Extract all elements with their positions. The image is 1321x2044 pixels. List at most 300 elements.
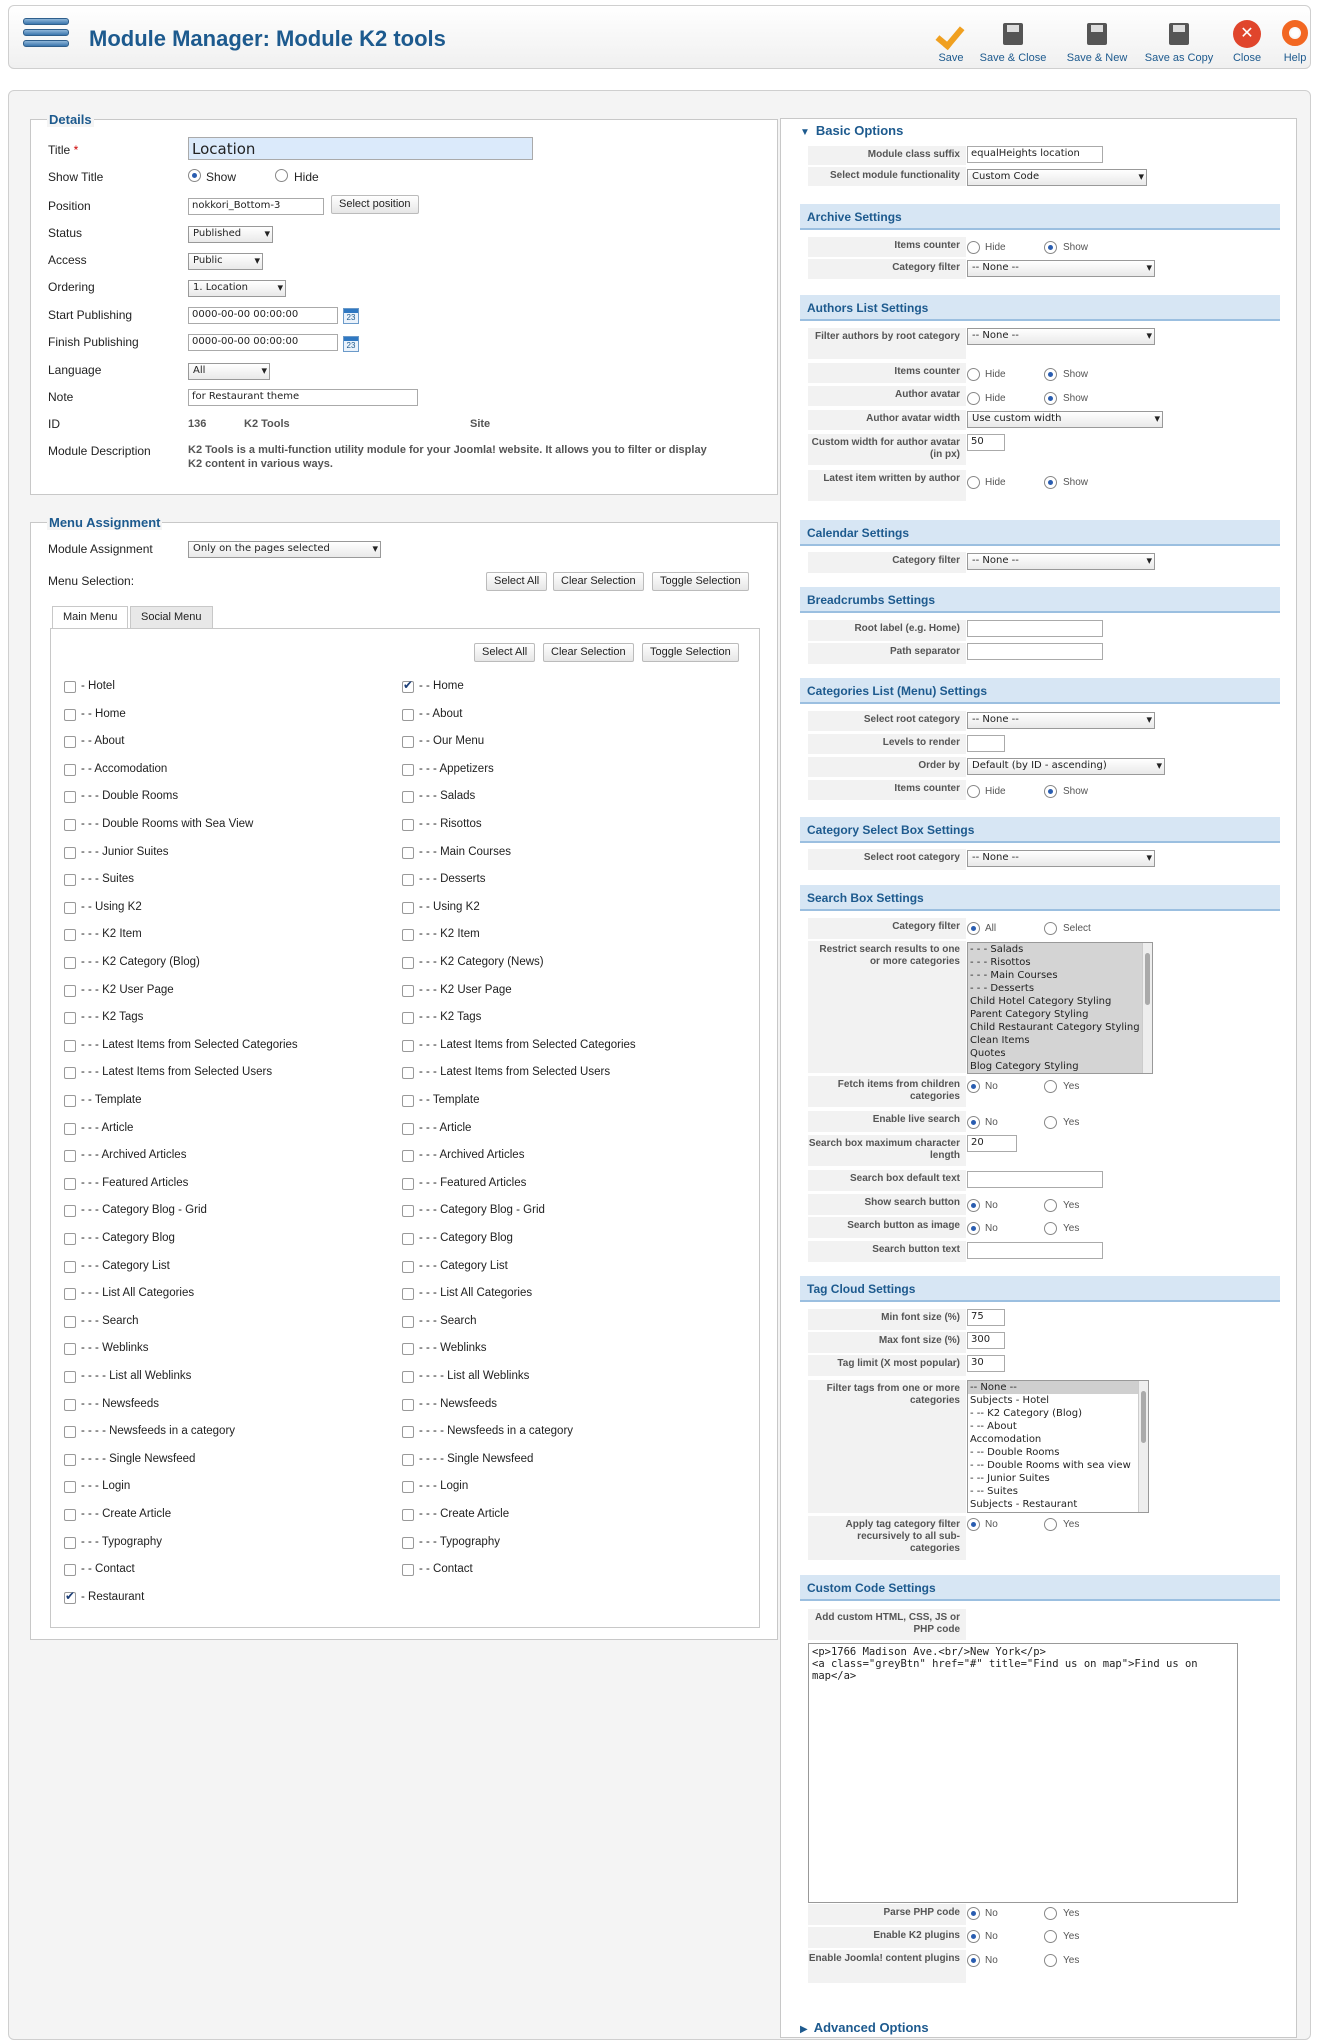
search-button-text-input[interactable] bbox=[967, 1242, 1103, 1259]
menu-item-label: - - - Junior Suites bbox=[81, 845, 169, 858]
menu-item-label: - - Using K2 bbox=[81, 900, 142, 913]
search-button-text-label: Search button text bbox=[808, 1241, 966, 1263]
listbox-option[interactable]: - - - Risottos bbox=[970, 957, 1031, 968]
module-description-label: Module Description bbox=[48, 444, 151, 458]
menu-item-checkbox[interactable] bbox=[64, 791, 76, 803]
search-button-image-yes-radio[interactable] bbox=[1044, 1222, 1057, 1235]
default-text-input[interactable] bbox=[967, 1171, 1103, 1188]
toggle-selection-button[interactable]: Toggle Selection bbox=[652, 572, 749, 591]
menu-item-label: - - - Typography bbox=[81, 1535, 162, 1548]
no-label: No bbox=[985, 1931, 998, 1942]
k2-plugins-no-radio[interactable] bbox=[967, 1930, 980, 1943]
live-search-label: Enable live search bbox=[808, 1111, 966, 1133]
module-client: Site bbox=[470, 418, 491, 430]
latest-item-label: Latest item written by author bbox=[808, 470, 966, 502]
show-title-label: Show Title bbox=[48, 170, 104, 184]
menu-item-label: - - Home bbox=[419, 680, 464, 692]
archive-items-counter-hide-radio[interactable] bbox=[967, 241, 980, 254]
parse-php-label: Parse PHP code bbox=[808, 1904, 966, 1926]
select-label: Select bbox=[1063, 923, 1091, 934]
categories-root-category-select[interactable]: -- None -- ▾ bbox=[967, 712, 1155, 729]
details-fieldset bbox=[30, 112, 778, 495]
menu-item-label: - - Template bbox=[81, 1094, 142, 1106]
default-text-label: Search box default text bbox=[808, 1170, 966, 1192]
note-input[interactable]: for Restaurant theme bbox=[188, 389, 418, 406]
k2-plugins-yes-radio[interactable] bbox=[1044, 1930, 1057, 1943]
menu-item-label: - - About bbox=[419, 707, 463, 720]
calendar-icon[interactable]: 23 bbox=[343, 336, 359, 352]
menu-item-checkbox[interactable] bbox=[64, 1095, 76, 1107]
no-label: No bbox=[985, 1519, 998, 1530]
menu-item-label: - - - Featured Articles bbox=[81, 1176, 189, 1189]
authors-items-counter-hide-radio[interactable] bbox=[967, 368, 980, 381]
module-class-suffix-input[interactable]: equalHeights location bbox=[967, 146, 1103, 163]
search-button-image-label: Search button as image bbox=[808, 1217, 966, 1239]
menu-item-checkbox[interactable] bbox=[402, 736, 414, 748]
menu-item-checkbox[interactable] bbox=[402, 1012, 414, 1024]
authors-list-settings-header: Authors List Settings bbox=[800, 295, 1280, 321]
hide-label: Hide bbox=[985, 477, 1006, 488]
show-search-button-yes-radio[interactable] bbox=[1044, 1199, 1057, 1212]
search-box-settings-header: Search Box Settings bbox=[800, 885, 1280, 911]
ordering-select[interactable]: 1. Location ▾ bbox=[188, 280, 286, 297]
menu-item-checkbox[interactable] bbox=[402, 1095, 414, 1107]
menu-item-label: - - - K2 Tags bbox=[419, 1011, 482, 1024]
panel-toggle-selection-button[interactable]: Toggle Selection bbox=[642, 643, 739, 662]
category-select-box-settings-header: Category Select Box Settings bbox=[800, 817, 1280, 843]
access-select[interactable]: Public ▾ bbox=[188, 253, 263, 270]
menu-item-checkbox[interactable] bbox=[402, 1481, 414, 1493]
menu-item-checkbox[interactable] bbox=[402, 1343, 414, 1355]
restrict-search-label: Restrict search results to one or more categories bbox=[808, 941, 966, 1074]
check-icon bbox=[936, 20, 966, 48]
archive-category-filter-select[interactable]: -- None -- ▾ bbox=[967, 260, 1155, 277]
menu-item-label: - - - Weblinks bbox=[81, 1342, 149, 1355]
menu-item-label: - - - - Single Newsfeed bbox=[419, 1452, 534, 1465]
k2-plugins-label: Enable K2 plugins bbox=[808, 1927, 966, 1949]
menu-item-label: - - Our Menu bbox=[419, 735, 485, 748]
menu-item-checkbox[interactable] bbox=[402, 1426, 414, 1438]
listbox-option[interactable]: Accomodation bbox=[970, 1434, 1042, 1445]
menu-item-checkbox[interactable] bbox=[402, 791, 414, 803]
select-box-root-category-label: Select root category bbox=[808, 849, 966, 871]
categories-root-category-label: Select root category bbox=[808, 711, 966, 732]
custom-width-input[interactable]: 50 bbox=[967, 434, 1005, 451]
menu-item-label: - - - Category List bbox=[81, 1259, 170, 1272]
title-input[interactable]: Location bbox=[188, 137, 533, 160]
id-label: ID bbox=[48, 417, 60, 431]
joomla-plugins-yes-radio[interactable] bbox=[1044, 1954, 1057, 1967]
listbox-scrollbar[interactable] bbox=[1142, 943, 1152, 1073]
disk-copy-icon bbox=[1164, 20, 1194, 48]
menu-item-checkbox[interactable] bbox=[64, 902, 76, 914]
menu-item-checkbox[interactable] bbox=[64, 1067, 76, 1079]
menu-item-checkbox[interactable] bbox=[402, 902, 414, 914]
author-avatar-width-label: Author avatar width bbox=[808, 410, 966, 431]
help-button[interactable]: Help bbox=[1257, 20, 1321, 64]
menu-item-label: - - - Desserts bbox=[419, 873, 486, 886]
select-box-root-category-select[interactable]: -- None -- ▾ bbox=[967, 850, 1155, 867]
menu-item-checkbox[interactable] bbox=[64, 1233, 76, 1245]
archive-settings-header: Archive Settings bbox=[800, 204, 1280, 230]
menu-item-label: - - - Category Blog bbox=[419, 1232, 513, 1244]
select-functionality-select[interactable]: Custom Code ▾ bbox=[967, 169, 1147, 186]
author-avatar-show-radio[interactable] bbox=[1044, 392, 1057, 405]
categories-items-counter-show-radio[interactable] bbox=[1044, 785, 1057, 798]
menu-item-checkbox[interactable] bbox=[64, 1509, 76, 1521]
menu-item-checkbox[interactable] bbox=[64, 1454, 76, 1466]
menu-item-checkbox[interactable] bbox=[64, 681, 76, 693]
menu-item-label: - - - - Newsfeeds in a category bbox=[81, 1425, 236, 1438]
latest-item-hide-radio[interactable] bbox=[967, 476, 980, 489]
menu-item-checkbox[interactable] bbox=[402, 1123, 414, 1135]
menu-item-checkbox[interactable] bbox=[64, 1343, 76, 1355]
menu-item-checkbox[interactable] bbox=[64, 1040, 76, 1052]
advanced-options-header[interactable]: ▶ Advanced Options bbox=[800, 2020, 929, 2035]
apply-recursive-yes-radio[interactable] bbox=[1044, 1518, 1057, 1531]
min-font-input[interactable]: 75 bbox=[967, 1309, 1005, 1326]
menu-item-checkbox[interactable] bbox=[402, 1261, 414, 1273]
show-label: Show bbox=[1063, 369, 1089, 380]
fetch-children-no-radio[interactable] bbox=[967, 1080, 980, 1093]
live-search-no-radio[interactable] bbox=[967, 1116, 980, 1129]
parse-php-no-radio[interactable] bbox=[967, 1907, 980, 1920]
authors-items-counter-show-radio[interactable] bbox=[1044, 368, 1057, 381]
menu-item-label: - - - Featured Articles bbox=[419, 1176, 527, 1189]
listbox-option[interactable]: - - - Desserts bbox=[970, 983, 1035, 994]
menu-item-label: - - - Risottos bbox=[419, 818, 482, 830]
menu-item-checkbox[interactable] bbox=[64, 957, 76, 969]
menu-item-label: - - - Latest Items from Selected Categories bbox=[419, 1038, 636, 1051]
position-input[interactable]: nokkori_Bottom-3 bbox=[188, 198, 324, 215]
menu-item-label: - - - Latest Items from Selected Users bbox=[419, 1066, 611, 1079]
show-title-show-label: Show bbox=[206, 170, 237, 184]
menu-item-label: - - - Main Courses bbox=[419, 845, 512, 858]
menu-item-checkbox[interactable] bbox=[402, 681, 414, 693]
hide-label: Hide bbox=[985, 242, 1006, 253]
show-title-show-radio[interactable] bbox=[188, 169, 201, 182]
menu-item-checkbox[interactable] bbox=[64, 1261, 76, 1273]
triangle-right-icon: ▶ bbox=[800, 2024, 808, 2035]
menu-item-checkbox[interactable] bbox=[64, 1205, 76, 1217]
tag-limit-label: Tag limit (X most popular) bbox=[808, 1355, 966, 1377]
menu-item-label: - - - Login bbox=[81, 1480, 131, 1493]
apply-recursive-no-radio[interactable] bbox=[967, 1518, 980, 1531]
menu-item-checkbox[interactable] bbox=[64, 709, 76, 721]
finish-publishing-input[interactable]: 0000-00-00 00:00:00 bbox=[188, 334, 338, 351]
latest-item-show-radio[interactable] bbox=[1044, 476, 1057, 489]
save-close-button[interactable]: Save & Close bbox=[975, 20, 1051, 64]
listbox-option[interactable]: - -- About bbox=[970, 1421, 1017, 1432]
listbox-option[interactable]: Child Hotel Category Styling bbox=[970, 996, 1112, 1007]
start-publishing-label: Start Publishing bbox=[48, 308, 133, 322]
menu-item-label: - - - K2 Item bbox=[419, 928, 480, 941]
menu-item-label: - - - Double Rooms with Sea View bbox=[81, 818, 254, 830]
disk-icon bbox=[998, 20, 1028, 48]
calendar-icon[interactable]: 23 bbox=[343, 308, 359, 324]
module-manager-logo-icon bbox=[23, 18, 69, 60]
menu-item-checkbox[interactable] bbox=[64, 819, 76, 831]
module-assignment-label: Module Assignment bbox=[48, 542, 153, 556]
menu-item-checkbox[interactable] bbox=[64, 736, 76, 748]
menu-item-checkbox[interactable] bbox=[402, 847, 414, 859]
finish-publishing-label: Finish Publishing bbox=[48, 335, 139, 349]
panel-select-all-button[interactable]: Select All bbox=[474, 643, 535, 662]
yes-label: Yes bbox=[1063, 1117, 1080, 1128]
listbox-option[interactable]: - - - Salads bbox=[970, 944, 1024, 955]
menu-item-checkbox[interactable] bbox=[64, 1150, 76, 1162]
help-icon bbox=[1280, 20, 1310, 48]
menu-item-checkbox[interactable] bbox=[64, 1012, 76, 1024]
menu-item-label: - - Template bbox=[419, 1094, 480, 1106]
menu-item-checkbox[interactable] bbox=[64, 929, 76, 941]
listbox-option[interactable]: Quotes bbox=[970, 1048, 1006, 1059]
menu-item-label: - - - Create Article bbox=[419, 1508, 510, 1520]
menu-item-label: - - - Weblinks bbox=[419, 1342, 487, 1355]
search-button-image-no-radio[interactable] bbox=[967, 1222, 980, 1235]
menu-item-label: - - - Typography bbox=[419, 1535, 500, 1548]
menu-item-label: - - - Latest Items from Selected Users bbox=[81, 1066, 273, 1079]
menu-item-checkbox[interactable] bbox=[402, 709, 414, 721]
menu-item-checkbox[interactable] bbox=[402, 1509, 414, 1521]
menu-item-label: - - - Search bbox=[419, 1314, 477, 1327]
listbox-option[interactable]: - -- Double Rooms with sea view bbox=[970, 1460, 1131, 1471]
path-separator-label: Path separator bbox=[808, 643, 966, 665]
select-position-button[interactable]: Select position bbox=[331, 195, 419, 214]
listbox-option[interactable]: Blog Category Styling bbox=[970, 1061, 1079, 1072]
menu-item-checkbox[interactable] bbox=[64, 1481, 76, 1493]
menu-item-checkbox[interactable] bbox=[402, 819, 414, 831]
menu-item-label: - - - Suites bbox=[81, 873, 135, 886]
title-label: Title * bbox=[48, 143, 79, 157]
menu-item-checkbox[interactable] bbox=[402, 764, 414, 776]
custom-code-textarea[interactable]: <p>1766 Madison Ave.<br/>New York</p> <a class="greyBtn" href="#" title="Find us on map">Find us on map</a> bbox=[808, 1643, 1238, 1903]
menu-assignment-legend: Menu Assignment bbox=[49, 515, 161, 530]
joomla-plugins-label: Enable Joomla! content plugins bbox=[808, 1950, 966, 1984]
fetch-children-label: Fetch items from children categories bbox=[808, 1076, 966, 1108]
menu-item-label: - - - - List all Weblinks bbox=[81, 1370, 192, 1382]
menu-item-label: - - Contact bbox=[81, 1563, 135, 1576]
author-avatar-width-select[interactable]: Use custom width ▾ bbox=[967, 411, 1163, 428]
tab-main-menu[interactable]: Main Menu bbox=[52, 606, 128, 628]
no-label: No bbox=[985, 1081, 998, 1092]
menu-item-checkbox[interactable] bbox=[402, 1233, 414, 1245]
root-label-label: Root label (e.g. Home) bbox=[808, 620, 966, 642]
menu-item-checkbox[interactable] bbox=[64, 1592, 76, 1604]
menu-item-checkbox[interactable] bbox=[402, 1399, 414, 1411]
menu-item-checkbox[interactable] bbox=[402, 1040, 414, 1052]
yes-label: Yes bbox=[1063, 1223, 1080, 1234]
menu-item-checkbox[interactable] bbox=[402, 1371, 414, 1383]
no-label: No bbox=[985, 1200, 998, 1211]
tab-social-menu[interactable]: Social Menu bbox=[130, 606, 213, 628]
listbox-option[interactable]: - -- Double Rooms bbox=[970, 1447, 1060, 1458]
categories-items-counter-hide-radio[interactable] bbox=[967, 785, 980, 798]
live-search-yes-radio[interactable] bbox=[1044, 1116, 1057, 1129]
show-title-hide-radio[interactable] bbox=[275, 169, 288, 182]
menu-item-checkbox[interactable] bbox=[402, 985, 414, 997]
menu-item-checkbox[interactable] bbox=[64, 985, 76, 997]
custom-width-label: Custom width for author avatar (in px) bbox=[808, 434, 966, 466]
restrict-search-listbox[interactable] bbox=[967, 942, 1153, 1074]
language-label: Language bbox=[48, 363, 102, 377]
start-publishing-input[interactable]: 0000-00-00 00:00:00 bbox=[188, 307, 338, 324]
listbox-scrollbar[interactable] bbox=[1138, 1381, 1148, 1512]
menu-item-label: - - - - Single Newsfeed bbox=[81, 1452, 196, 1465]
authors-items-counter-label: Items counter bbox=[808, 363, 966, 384]
author-avatar-hide-radio[interactable] bbox=[967, 392, 980, 405]
menu-item-checkbox[interactable] bbox=[64, 764, 76, 776]
disk-plus-icon bbox=[1082, 20, 1112, 48]
position-label: Position bbox=[48, 199, 91, 213]
menu-item-checkbox[interactable] bbox=[402, 1067, 414, 1079]
menu-item-checkbox[interactable] bbox=[402, 1205, 414, 1217]
menu-item-checkbox[interactable] bbox=[402, 1564, 414, 1576]
tag-limit-input[interactable]: 30 bbox=[967, 1355, 1005, 1372]
select-functionality-label: Select module functionality bbox=[808, 167, 966, 187]
menu-item-checkbox[interactable] bbox=[402, 1537, 414, 1549]
menu-item-label: - - Accomodation bbox=[81, 762, 168, 775]
author-avatar-label: Author avatar bbox=[808, 386, 966, 407]
menu-selection-label: Menu Selection: bbox=[48, 574, 135, 588]
max-length-input[interactable]: 20 bbox=[967, 1135, 1017, 1152]
menu-item-label: - Restaurant bbox=[81, 1590, 145, 1603]
archive-items-counter-show-radio[interactable] bbox=[1044, 241, 1057, 254]
menu-item-checkbox[interactable] bbox=[402, 1150, 414, 1162]
yes-label: Yes bbox=[1063, 1955, 1080, 1966]
order-by-select[interactable]: Default (by ID - ascending) ▾ bbox=[967, 758, 1165, 775]
menu-item-label: - - - Create Article bbox=[81, 1508, 172, 1520]
menu-item-checkbox[interactable] bbox=[64, 1399, 76, 1411]
menu-item-label: - - Contact bbox=[419, 1563, 473, 1576]
menu-item-label: - - - List All Categories bbox=[419, 1287, 533, 1300]
listbox-option[interactable]: - -- Suites bbox=[970, 1486, 1018, 1497]
basic-options-header[interactable]: ▼ Basic Options bbox=[800, 123, 904, 138]
save-button[interactable]: Save bbox=[913, 20, 989, 64]
module-description-line-2: K2 content in various ways. bbox=[188, 458, 333, 470]
menu-item-checkbox[interactable] bbox=[402, 1178, 414, 1190]
listbox-option[interactable]: Subjects - Restaurant bbox=[970, 1499, 1078, 1510]
listbox-option[interactable]: - -- Junior Suites bbox=[970, 1473, 1050, 1484]
breadcrumbs-settings-header: Breadcrumbs Settings bbox=[800, 587, 1280, 613]
show-label: Show bbox=[1063, 477, 1089, 488]
show-label: Show bbox=[1063, 393, 1089, 404]
calendar-category-filter-label: Category filter bbox=[808, 552, 966, 574]
note-label: Note bbox=[48, 390, 74, 404]
menu-item-label: - - - K2 Category (News) bbox=[419, 956, 544, 968]
menu-item-checkbox[interactable] bbox=[64, 1316, 76, 1328]
hide-label: Hide bbox=[985, 369, 1006, 380]
order-by-label: Order by bbox=[808, 757, 966, 778]
root-label-input[interactable] bbox=[967, 620, 1103, 637]
listbox-option[interactable]: - - - Main Courses bbox=[970, 970, 1058, 981]
menu-item-label: - - Home bbox=[81, 707, 126, 720]
menu-item-label: - - - Double Rooms bbox=[81, 790, 179, 803]
toolbar bbox=[8, 5, 1311, 69]
menu-item-checkbox[interactable] bbox=[64, 874, 76, 886]
no-label: No bbox=[985, 1955, 998, 1966]
show-label: Show bbox=[1063, 786, 1089, 797]
filter-authors-select[interactable]: -- None -- ▾ bbox=[967, 328, 1155, 345]
filter-tags-listbox[interactable] bbox=[967, 1380, 1149, 1513]
categories-items-counter-label: Items counter bbox=[808, 780, 966, 801]
fetch-children-yes-radio[interactable] bbox=[1044, 1080, 1057, 1093]
menu-item-checkbox[interactable] bbox=[64, 1178, 76, 1190]
status-label: Status bbox=[48, 226, 83, 240]
module-assignment-select[interactable]: Only on the pages selected ▾ bbox=[188, 541, 381, 558]
show-label: Show bbox=[1063, 242, 1089, 253]
path-separator-input[interactable] bbox=[967, 643, 1103, 660]
yes-label: Yes bbox=[1063, 1908, 1080, 1919]
select-all-button[interactable]: Select All bbox=[486, 572, 547, 591]
menu-item-checkbox[interactable] bbox=[402, 1454, 414, 1466]
menu-item-checkbox[interactable] bbox=[402, 1288, 414, 1300]
search-category-all-radio[interactable] bbox=[967, 922, 980, 935]
language-select[interactable]: All ▾ bbox=[188, 363, 270, 380]
save-as-copy-button[interactable]: Save as Copy bbox=[1141, 20, 1217, 64]
menu-item-checkbox[interactable] bbox=[64, 1288, 76, 1300]
panel-clear-selection-button[interactable]: Clear Selection bbox=[543, 643, 634, 662]
listbox-option[interactable]: Clean Items bbox=[970, 1035, 1030, 1046]
parse-php-yes-radio[interactable] bbox=[1044, 1907, 1057, 1920]
menu-item-checkbox[interactable] bbox=[402, 929, 414, 941]
menu-item-checkbox[interactable] bbox=[402, 957, 414, 969]
menu-item-checkbox[interactable] bbox=[64, 1123, 76, 1135]
menu-item-checkbox[interactable] bbox=[64, 1564, 76, 1576]
menu-item-label: - - - K2 User Page bbox=[81, 983, 174, 996]
max-font-label: Max font size (%) bbox=[808, 1332, 966, 1354]
listbox-option[interactable]: - -- K2 Category (Blog) bbox=[970, 1408, 1083, 1419]
menu-item-checkbox[interactable] bbox=[64, 847, 76, 859]
menu-item-label: - - - K2 Item bbox=[81, 928, 142, 941]
max-length-label: Search box maximum character length bbox=[808, 1135, 966, 1167]
menu-item-label: - - - Salads bbox=[419, 790, 476, 803]
menu-item-label: - - - Login bbox=[419, 1480, 469, 1493]
max-font-input[interactable]: 300 bbox=[967, 1332, 1005, 1349]
min-font-label: Min font size (%) bbox=[808, 1309, 966, 1331]
hide-label: Hide bbox=[985, 393, 1006, 404]
menu-item-checkbox[interactable] bbox=[64, 1537, 76, 1549]
menu-item-label: - - - Archived Articles bbox=[81, 1149, 187, 1162]
menu-item-label: - - - K2 User Page bbox=[419, 983, 512, 996]
id-value: 136 bbox=[188, 418, 207, 430]
show-search-button-no-radio[interactable] bbox=[967, 1199, 980, 1212]
menu-item-checkbox[interactable] bbox=[64, 1371, 76, 1383]
menu-item-label: - - - K2 Tags bbox=[81, 1011, 144, 1024]
calendar-settings-header: Calendar Settings bbox=[800, 520, 1280, 546]
apply-recursive-label: Apply tag category filter recursively to all sub-categories bbox=[808, 1516, 966, 1561]
close-button[interactable]: ✕ Close bbox=[1209, 20, 1285, 64]
status-select[interactable]: Published ▾ bbox=[188, 226, 273, 243]
listbox-option[interactable]: -- None -- bbox=[968, 1381, 1148, 1394]
calendar-category-filter-select[interactable]: -- None -- ▾ bbox=[967, 553, 1155, 570]
menu-item-checkbox[interactable] bbox=[64, 1426, 76, 1438]
search-category-select-radio[interactable] bbox=[1044, 922, 1057, 935]
menu-item-checkbox[interactable] bbox=[402, 874, 414, 886]
listbox-option[interactable]: Child Restaurant Category Styling bbox=[970, 1022, 1140, 1033]
listbox-option[interactable]: Parent Category Styling bbox=[970, 1009, 1089, 1020]
joomla-plugins-no-radio[interactable] bbox=[967, 1954, 980, 1967]
levels-to-render-input[interactable] bbox=[967, 735, 1005, 752]
yes-label: Yes bbox=[1063, 1931, 1080, 1942]
menu-item-checkbox[interactable] bbox=[402, 1316, 414, 1328]
menu-item-label: - - - Newsfeeds bbox=[81, 1397, 159, 1410]
clear-selection-button[interactable]: Clear Selection bbox=[553, 572, 644, 591]
hide-label: Hide bbox=[985, 786, 1006, 797]
no-label: No bbox=[985, 1223, 998, 1234]
listbox-option[interactable]: Subjects - Hotel bbox=[970, 1395, 1050, 1406]
save-new-button[interactable]: Save & New bbox=[1059, 20, 1135, 64]
